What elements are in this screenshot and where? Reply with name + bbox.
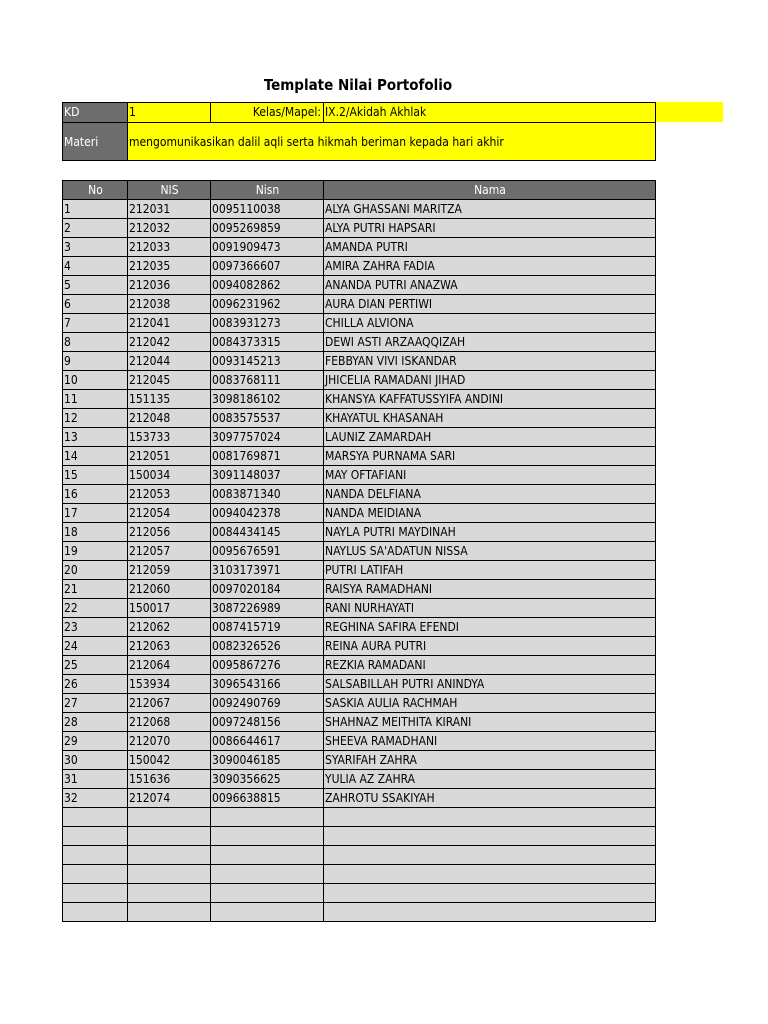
table-row <box>63 295 656 314</box>
cell-nisn: 0092490769 <box>211 694 324 713</box>
cell-no: 11 <box>63 390 128 409</box>
cell-nama <box>324 827 656 846</box>
cell-nama: SASKIA AULIA RACHMAH <box>324 694 656 713</box>
cell-nis: 153934 <box>128 675 211 694</box>
cell-no <box>63 884 128 903</box>
cell-nis <box>128 846 211 865</box>
cell-nama: ALYA PUTRI HAPSARI <box>324 219 656 238</box>
cell-nis: 212048 <box>128 409 211 428</box>
cell-nisn: 0095676591 <box>211 542 324 561</box>
table-row <box>63 542 656 561</box>
cell-no: 10 <box>63 371 128 390</box>
cell-nis: 150034 <box>128 466 211 485</box>
cell-nama: AMANDA PUTRI <box>324 238 656 257</box>
cell-no <box>63 808 128 827</box>
cell-nisn: 0081769871 <box>211 447 324 466</box>
cell-no <box>63 846 128 865</box>
table-row <box>63 257 656 276</box>
cell-no: 26 <box>63 675 128 694</box>
table-row <box>63 200 656 219</box>
cell-nisn: 0097020184 <box>211 580 324 599</box>
cell-nis: 212068 <box>128 713 211 732</box>
column-header-nama: Nama <box>324 181 656 200</box>
table-row <box>63 428 656 447</box>
cell-no: 5 <box>63 276 128 295</box>
cell-nis <box>128 903 211 922</box>
cell-nisn: 0084373315 <box>211 333 324 352</box>
cell-no: 16 <box>63 485 128 504</box>
kelas-label: Kelas/Mapel: <box>211 103 324 123</box>
cell-nisn <box>211 827 324 846</box>
cell-nis: 212035 <box>128 257 211 276</box>
table-row <box>63 390 656 409</box>
table-row <box>63 466 656 485</box>
cell-no <box>63 827 128 846</box>
cell-nisn: 0083931273 <box>211 314 324 333</box>
cell-nisn: 0083768111 <box>211 371 324 390</box>
cell-nama: REGHINA SAFIRA EFENDI <box>324 618 656 637</box>
cell-no: 9 <box>63 352 128 371</box>
cell-no: 29 <box>63 732 128 751</box>
cell-nisn: 3097757024 <box>211 428 324 447</box>
cell-nama: JHICELIA RAMADANI JIHAD <box>324 371 656 390</box>
cell-nama: KHAYATUL KHASANAH <box>324 409 656 428</box>
table-row <box>63 846 656 865</box>
table-row <box>63 352 656 371</box>
cell-no: 8 <box>63 333 128 352</box>
cell-nis: 212044 <box>128 352 211 371</box>
cell-nis: 212074 <box>128 789 211 808</box>
table-row <box>63 580 656 599</box>
cell-nis: 150017 <box>128 599 211 618</box>
cell-nisn: 3091148037 <box>211 466 324 485</box>
cell-nis: 212053 <box>128 485 211 504</box>
cell-nis: 212031 <box>128 200 211 219</box>
cell-nama: CHILLA ALVIONA <box>324 314 656 333</box>
cell-no: 20 <box>63 561 128 580</box>
cell-nisn <box>211 808 324 827</box>
cell-nama: AURA DIAN PERTIWI <box>324 295 656 314</box>
cell-nis <box>128 808 211 827</box>
cell-nisn: 3090356625 <box>211 770 324 789</box>
materi-label: Materi <box>63 123 128 161</box>
cell-nama: RAISYA RAMADHANI <box>324 580 656 599</box>
kelas-value: IX.2/Akidah Akhlak <box>324 103 656 123</box>
cell-nis: 212036 <box>128 276 211 295</box>
cell-nis: 212051 <box>128 447 211 466</box>
table-row <box>63 827 656 846</box>
cell-nis: 212054 <box>128 504 211 523</box>
table-row <box>63 314 656 333</box>
table-row <box>63 447 656 466</box>
cell-nisn: 3090046185 <box>211 751 324 770</box>
info-table <box>62 102 656 161</box>
cell-nis: 212060 <box>128 580 211 599</box>
cell-nama: ALYA GHASSANI MARITZA <box>324 200 656 219</box>
table-row <box>63 713 656 732</box>
cell-nis: 212070 <box>128 732 211 751</box>
cell-nama <box>324 846 656 865</box>
table-row <box>63 523 656 542</box>
cell-nama: FEBBYAN VIVI ISKANDAR <box>324 352 656 371</box>
cell-nisn: 0082326526 <box>211 637 324 656</box>
cell-nis: 153733 <box>128 428 211 447</box>
cell-nis: 212042 <box>128 333 211 352</box>
cell-nis <box>128 865 211 884</box>
table-row <box>63 884 656 903</box>
cell-nis: 212064 <box>128 656 211 675</box>
cell-no: 4 <box>63 257 128 276</box>
cell-nis: 212041 <box>128 314 211 333</box>
table-row <box>63 675 656 694</box>
cell-no: 6 <box>63 295 128 314</box>
cell-nisn <box>211 903 324 922</box>
table-row <box>63 599 656 618</box>
table-row <box>63 409 656 428</box>
cell-nisn: 0093145213 <box>211 352 324 371</box>
cell-no: 19 <box>63 542 128 561</box>
table-row <box>63 656 656 675</box>
table-row <box>63 618 656 637</box>
table-row <box>63 238 656 257</box>
cell-no: 23 <box>63 618 128 637</box>
cell-nama: SHAHNAZ MEITHITA KIRANI <box>324 713 656 732</box>
cell-nisn: 0095867276 <box>211 656 324 675</box>
table-row <box>63 789 656 808</box>
cell-nis: 150042 <box>128 751 211 770</box>
cell-nisn: 0086644617 <box>211 732 324 751</box>
cell-nisn: 0097248156 <box>211 713 324 732</box>
cell-nis: 151135 <box>128 390 211 409</box>
cell-nama: REINA AURA PUTRI <box>324 637 656 656</box>
cell-no: 17 <box>63 504 128 523</box>
table-row <box>63 732 656 751</box>
cell-nis <box>128 827 211 846</box>
cell-nisn: 0095269859 <box>211 219 324 238</box>
cell-no: 28 <box>63 713 128 732</box>
cell-nama: SALSABILLAH PUTRI ANINDYA <box>324 675 656 694</box>
cell-nisn: 0084434145 <box>211 523 324 542</box>
table-row <box>63 276 656 295</box>
column-header-no: No <box>63 181 128 200</box>
cell-no: 31 <box>63 770 128 789</box>
cell-nama: REZKIA RAMADANI <box>324 656 656 675</box>
cell-no: 22 <box>63 599 128 618</box>
cell-nisn: 3103173971 <box>211 561 324 580</box>
highlight-extension <box>654 102 723 122</box>
table-row <box>63 485 656 504</box>
cell-no: 15 <box>63 466 128 485</box>
cell-nama: NANDA DELFIANA <box>324 485 656 504</box>
kd-label: KD <box>63 103 128 123</box>
cell-nis: 151636 <box>128 770 211 789</box>
cell-nama: ZAHROTU SSAKIYAH <box>324 789 656 808</box>
cell-no: 18 <box>63 523 128 542</box>
table-row <box>63 694 656 713</box>
cell-nama: RANI NURHAYATI <box>324 599 656 618</box>
cell-no: 21 <box>63 580 128 599</box>
table-row <box>63 751 656 770</box>
table-row <box>63 770 656 789</box>
cell-no: 1 <box>63 200 128 219</box>
cell-nisn: 0083871340 <box>211 485 324 504</box>
cell-nama <box>324 808 656 827</box>
cell-nama: DEWI ASTI ARZAAQQIZAH <box>324 333 656 352</box>
cell-no: 2 <box>63 219 128 238</box>
cell-no: 27 <box>63 694 128 713</box>
kd-row <box>63 103 656 123</box>
cell-nis: 212059 <box>128 561 211 580</box>
cell-no: 7 <box>63 314 128 333</box>
cell-nisn <box>211 884 324 903</box>
cell-nisn: 3096543166 <box>211 675 324 694</box>
column-header-nis: NIS <box>128 181 211 200</box>
cell-no: 25 <box>63 656 128 675</box>
table-row <box>63 504 656 523</box>
cell-nama <box>324 903 656 922</box>
cell-nisn: 0087415719 <box>211 618 324 637</box>
cell-nis: 212033 <box>128 238 211 257</box>
cell-nama: KHANSYA KAFFATUSSYIFA ANDINI <box>324 390 656 409</box>
table-body <box>63 200 656 922</box>
cell-nama: YULIA AZ ZAHRA <box>324 770 656 789</box>
page-title: Template Nilai Portofolio <box>263 76 453 94</box>
cell-no: 14 <box>63 447 128 466</box>
cell-nama: AMIRA ZAHRA FADIA <box>324 257 656 276</box>
table-row <box>63 333 656 352</box>
table-row <box>63 561 656 580</box>
cell-nisn: 0095110038 <box>211 200 324 219</box>
cell-nama: ANANDA PUTRI ANAZWA <box>324 276 656 295</box>
cell-nama: MARSYA PURNAMA SARI <box>324 447 656 466</box>
materi-row <box>63 123 656 161</box>
cell-nama: SHEEVA RAMADHANI <box>324 732 656 751</box>
cell-nis: 212057 <box>128 542 211 561</box>
table-row <box>63 219 656 238</box>
column-header-nisn: Nisn <box>211 181 324 200</box>
cell-no: 13 <box>63 428 128 447</box>
cell-nisn: 3098186102 <box>211 390 324 409</box>
cell-nama: NANDA MEIDIANA <box>324 504 656 523</box>
cell-no: 3 <box>63 238 128 257</box>
cell-nisn <box>211 865 324 884</box>
cell-no: 30 <box>63 751 128 770</box>
cell-nisn: 0094042378 <box>211 504 324 523</box>
cell-nisn: 0096231962 <box>211 295 324 314</box>
cell-nis: 212067 <box>128 694 211 713</box>
cell-nisn: 3087226989 <box>211 599 324 618</box>
table-row <box>63 808 656 827</box>
cell-nis: 212062 <box>128 618 211 637</box>
cell-no <box>63 865 128 884</box>
cell-nis: 212056 <box>128 523 211 542</box>
materi-value: mengomunikasikan dalil aqli serta hikmah beriman kepada hari akhir <box>128 123 656 161</box>
cell-nisn <box>211 846 324 865</box>
table-row <box>63 637 656 656</box>
cell-nisn: 0094082862 <box>211 276 324 295</box>
cell-nis <box>128 884 211 903</box>
cell-nama <box>324 884 656 903</box>
cell-nama: NAYLA PUTRI MAYDINAH <box>324 523 656 542</box>
cell-nisn: 0096638815 <box>211 789 324 808</box>
cell-no: 12 <box>63 409 128 428</box>
cell-nama: PUTRI LATIFAH <box>324 561 656 580</box>
cell-nis: 212063 <box>128 637 211 656</box>
cell-nisn: 0097366607 <box>211 257 324 276</box>
cell-no <box>63 903 128 922</box>
table-header-row <box>63 181 656 200</box>
cell-nisn: 0083575537 <box>211 409 324 428</box>
table-row <box>63 903 656 922</box>
cell-nama: SYARIFAH ZAHRA <box>324 751 656 770</box>
cell-nama: LAUNIZ ZAMARDAH <box>324 428 656 447</box>
cell-nis: 212038 <box>128 295 211 314</box>
cell-nisn: 0091909473 <box>211 238 324 257</box>
cell-no: 24 <box>63 637 128 656</box>
cell-nis: 212045 <box>128 371 211 390</box>
table-row <box>63 865 656 884</box>
cell-nis: 212032 <box>128 219 211 238</box>
student-table <box>62 180 656 922</box>
cell-nama: NAYLUS SA'ADATUN NISSA <box>324 542 656 561</box>
cell-nama <box>324 865 656 884</box>
cell-nama: MAY OFTAFIANI <box>324 466 656 485</box>
table-row <box>63 371 656 390</box>
kd-value: 1 <box>128 103 211 123</box>
cell-no: 32 <box>63 789 128 808</box>
